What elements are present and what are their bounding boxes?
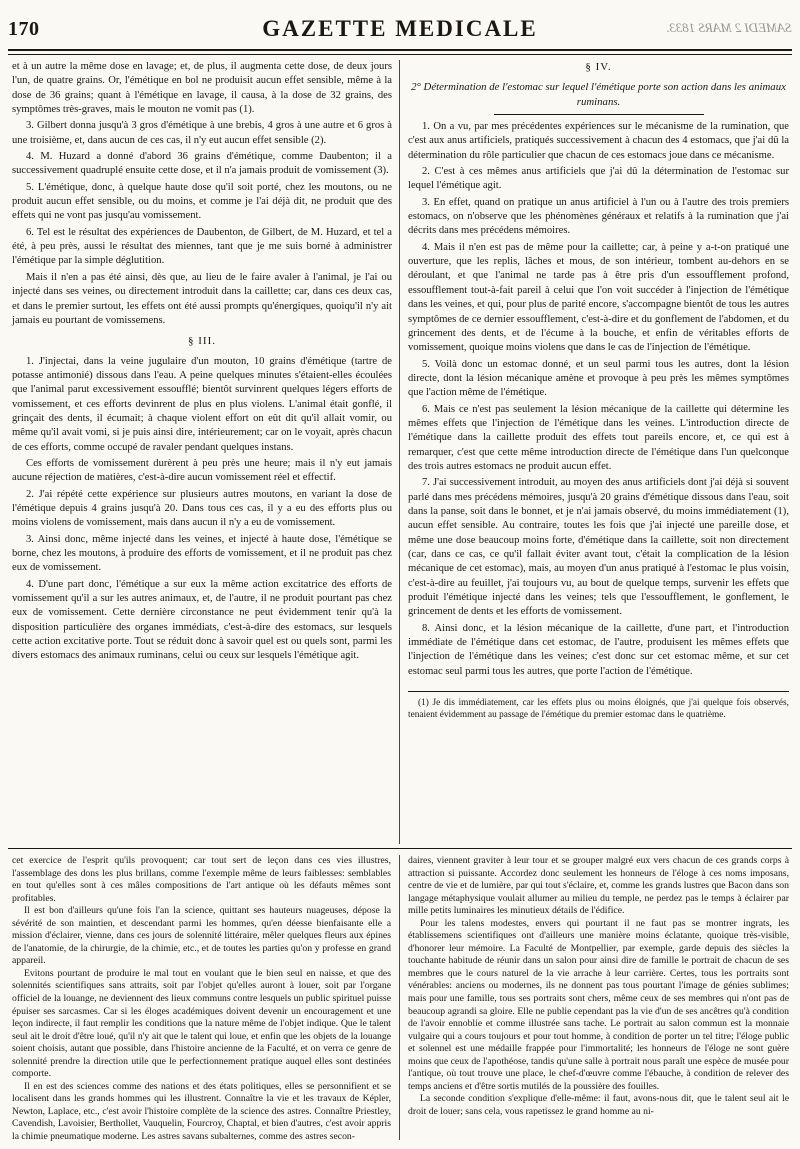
paragraph-r4: 4. Mais il n'en est pas de même pour la caillette; car, à peine y a-t-on pratiqué une ouverture, que les replis, lâches et mous, de son intérieur, tombent au-dehors en se déroulant, et que l'animal ne tarde pas à être pris d'un essoufflement profond, essoufflement tout-à-fait pareil à celui que l'on voit succéder à l'injection de l'émétique dans les veines, et qui, pour plus de parité encore, s'accompagne bientôt de tous les autres symptômes de ce dernier essoufflement, c'est-à-dire et du gonflement de l'abdomen, et du grincement des dents, et de l'écume à la bouche, et enfin de véritables efforts de vomissement, quoique moins violens que dans le cas de l'injection de l'émétique. (408, 241, 789, 354)
footnote-text: (1) Je dis immédiatement, car les effets plus ou moins éloignés, que j'ai quelque fois observés, tenaient évidemment au passage de l'émétique du premier estomac dans le quatrième. (408, 698, 789, 721)
paragraph-s3: 3. Ainsi donc, même injecté dans les veines, et injecté à haute dose, l'émétique se borne, chez les moutons, à produire des efforts de vomissement, et il ne produit pas chez eux de vomissement. (12, 533, 392, 574)
feuilleton-separator (399, 855, 400, 1140)
paragraph-r5: 5. Voilà donc un estomac donné, et un seul parmi tous les autres, dont la lésion directe, dont la lésion mécanique amène et provoque à peu près les mêmes symptômes que l'action même de l'émétique. (408, 358, 789, 399)
column-separator (399, 60, 400, 844)
page-header (0, 14, 800, 44)
feuilleton-rule (8, 848, 792, 849)
paragraph-6: 6. Tel est le résultat des expériences de Daubenton, de Gilbert, de M. Huzard, et tel a été, à peu près, aussi le résultat des miennes, tant que je me suis borné à administrer l'émétique par la simple déglutition. (12, 226, 392, 267)
header-rule-thick (8, 49, 792, 51)
section-heading-iv: § IV. (585, 61, 612, 73)
section-subtitle: 2° Détermination de l'estomac sur lequel l'émétique porte son action dans les animaux ruminans. (411, 81, 786, 108)
paragraph-r3: 3. En effet, quand on pratique un anus artificiel à l'un ou à l'autre des trois premiers estomacs, on n'observe que les phénomènes généraux et relatifs à la rumination que j'ai décrits dans mes précédens mémoires. (408, 196, 789, 237)
footnote (408, 691, 789, 721)
paragraph-3: 3. Gilbert donna jusqu'à 3 gros d'émétique à une brebis, 4 gros à une autre et 6 gros à une troisième, et, dans aucun de ces cas, il n'y eut aucun effet sensible (2). (12, 120, 392, 146)
paragraph-r8: 8. Ainsi donc, et la lésion mécanique de la caillette, d'une part, et l'introduction immédiate de l'émétique dans cet estomac, de l'autre, produisent les mêmes effets que l'injection de l'émétique dans les veines; c'est donc sur cet estomac même, et sur cet estomac seul parmi tous les autres, que porte l'action de l'émétique. (408, 622, 789, 677)
journal-title: GAZETTE MEDICALE (262, 16, 538, 41)
right-column (408, 60, 789, 721)
paragraph-7: Mais il n'en a pas été ainsi, dès que, au lieu de le faire avaler à l'animal, je l'ai ou injecté dans ses veines, ou directement introduit dans la caillette; car, dans ces deux cas, et dans le premier surtout, les effets ont été aussi prompts qu'énergiques, quoiqu'il n'y ait jamais eu pourtant de vomissemens. (12, 271, 392, 326)
feuilleton-paragraph-2: Il est bon d'ailleurs qu'une fois l'an la science, quittant ses hauteurs nuageuses, dépose la sévérité de son maintien, et descendant parmi les hommes, qu'en déesse bienfaisante elle a mission d'éclairer, vienne, dans ces jours de solennité littéraire, mêler quelques fleurs aux épines de l'anatomie, de la chirurgie, de la chimie, etc., et de toutes les parties qu'on y professe en grand appareil. (12, 905, 391, 967)
feuilleton-paragraph-6: Pour les talens modestes, envers qui pourtant il ne faut pas se montrer ingrats, les établissemens scientifiques ont d'ailleurs une manière moins éclatante, quoique très-visible, d'honorer leur mémoire. La Faculté de Montpellier, par exemple, garde depuis des siècles la touchante habitude de réunir dans un salon pour ainsi dire de famille le portrait de chacun de ses membres que le cours naturel de la vie arrache à leur carrière. Certes, tous les portraits sont vénérables: anciens ou modernes, ils ne donnent pas tous pourtant l'image de génies sublimes; mais pour une famille, tous ses portraits sont chers, même ceux de ses membres qui n'ont pas de beaucoup agrandi sa gloire. Elle ne publie cependant pas la vie d'un de ses ancêtres qu'à condition de l'avoir ennoblie et comme illustrée sans tache. Le portrait au salon commun est la monnaie vulgaire qui a cours toujours et pour tout homme, à condition de porter un tel titre; l'éloge public et solennel est une médaille frappée pour l'immortalité; les honneurs de l'éloge ne sont guère moins que ceux de l'apothéose, tandis qu'une salle à portrait nous paraît une espèce de musée pour l'antique, où tout trouve une place, le chef-d'œuvre comme l'ébauche, à condition de relever des temps anciens et d'être sortis mutilés de la poussière des fouilles. (408, 917, 789, 1092)
paragraph-r7: 7. J'ai successivement introduit, au moyen des anus artificiels dont j'ai déjà si souvent parlé dans mes précédens mémoires, jusqu'à 20 grains d'émétique dissous dans l'eau, soit dans la panse, soit dans le bonnet, et je n'ai jamais observé, du moins immédiatement (1), aucun effet sensible. Au contraire, toutes les fois que j'ai injecté une pareille dose, et même une dose beaucoup moins forte, d'émétique dans la caillette, soit non directement (car, dans ce cas, ce qu'il fallait éviter avant tout, c'était la complication de la lésion mécanique de cet estomac), mais, au moyen d'un anus pratiqué à l'estomac le plus voisin, c'est-à-dire au feuillet, j'ai toujours vu, au bout de quelque temps, survenir les effets que produit l'émétique injecté dans les veines; tels que l'essoufflement, le gonflement, le grincement de dents et les efforts de vomissement. (408, 477, 789, 618)
paragraph-r1: 1. On a vu, par mes précédentes expériences sur le mécanisme de la rumination, que c'est aux anus artificiels, pratiqués successivement à chacun des 4 estomacs, que j'ai dû la détermination du rôle particulier que chacun de ces estomacs joue dans ce mécanisme. (408, 121, 789, 161)
paragraph-s1b: Ces efforts de vomissement durèrent à peu près une heure; mais il n'y eut jamais aucune réjection de matières, c'est-à-dire aucun vomissement réel et effectif. (12, 457, 392, 484)
bleed-through-text: SAMEDI 2 MARS 1833. (666, 20, 792, 35)
feuilleton-paragraph-3: Evitons pourtant de produire le mal tout en voulant que le bien seul en naisse, et que des solennités scientifiques sans attraits, soit par l'objet qu'elles auront à louer, soit par l'organe officiel de la louange, ne deviennent des lieux communs contre lesquels un public spirituel puisse épuiser ses sarcasmes. Car si les éloges académiques doivent devenir un encouragement et une leçon indirecte, il faut remplir les conditions que la nature même de l'objet indique. Que le talent seul ait le droit d'être loué, qu'il n'y ait que le talent qui loue, et enfin que les objets de la louange soient choisis, autant que possible, dans l'histoire ancienne de la Faculté, et on verra ce genre de solennité prendre la direction utile que le perfectionnement pratique auquel elles sont destinées comporte. (12, 967, 391, 1080)
feuilleton-left-column (12, 855, 391, 1144)
paragraph-continued: et à un autre la même dose en lavage; et, de plus, il augmenta cette dose, de deux jours l'un, de quatre grains. Or, l'émétique en bol ne produisit aucun effet sensible, même à la dose de 36 grains; quant à l'émétique en lavage, il causa, à la dose de 32 grains, des symptômes très-graves, mais le mouton ne vomit pas (1). (12, 61, 392, 116)
feuilleton-paragraph-4: Il en est des sciences comme des nations et des états politiques, elles se personnifient et se localisent dans les grands hommes qui les illustrent. Connaître la vie et les travaux de Képler, Newton, Laplace, etc., c'est avoir l'histoire complète de la science des astres. Connaître Priestley, Cavendish, Lavoisier, Berthollet, Vauquelin, Fourcroy, Chaptal, et bien d'autres, c'est avoir appris la chimie pneumatique moderne. Les astres savans subalternes, comme des astres secon- (12, 1080, 391, 1143)
left-column (12, 60, 392, 664)
paragraph-s1: 1. J'injectai, dans la veine jugulaire d'un mouton, 10 grains d'émétique (tartre de potasse antimonié) dissous dans l'eau. A peine quelques minutes s'étaient-elles écoulées que l'animal parut excessivement essoufflé; bientôt survinrent quelques légers efforts de vomissement, et ces efforts devinrent de plus en plus violens. L'animal était gonflé, il grinçait des dents, il écumait; à chaque violent effort on eût dit qu'il allait vomir, ou même qu'il avait vomi, si je puis ainsi dire, intérieurement; car on le voyait, après chacun de ces efforts, comme occupé de ravaler pendant quelques instans. (12, 355, 392, 453)
paragraph-4: 4. M. Huzard a donné d'abord 36 grains d'émétique, comme Daubenton; il a successivement quadruplé ensuite cette dose, et il n'a jamais produit de vomissement (3). (12, 151, 392, 177)
paragraph-s4: 4. D'une part donc, l'émétique a sur eux la même action excitatrice des efforts de vomissement qu'il a sur les autres animaux, et, de l'autre, il ne produit pourtant pas chez eux de vomissement. Cette dernière circonstance ne peut évidemment tenir qu'à la disposition particulière des organes immédiats, c'est-à-dire des estomacs, sur lesquels cette action excitative porte. Tout se réduit donc à savoir quel est ou quels sont, parmi les divers estomacs des animaux ruminans, celui ou ceux sur lesquels l'émétique agit. (12, 578, 392, 662)
subtitle-rule (494, 114, 704, 115)
feuilleton-paragraph-1: cet exercice de l'esprit qu'ils provoquent; car tout sert de leçon dans ces vies illustres, l'assemblage des dons les plus brillans, comme l'exemple même de leurs faiblesses: semblables en tout qu'elles sont à ces mâles compositions de l'art antique où les défauts mêmes sont profitables. (12, 855, 391, 904)
page-number: 170 (8, 18, 40, 40)
header-rule-thin (8, 54, 792, 55)
feuilleton-right-column (408, 855, 789, 1118)
feuilleton-paragraph-5: daires, viennent graviter à leur tour et se grouper malgré eux vers chacun de ces grands corps à attraction si puissante. Accordez donc seulement les honneurs de l'éloge à ces noms imposans, centre de vie et de lumière, par qui tout s'éclaire, et, comme les grands lustres que Bacon dans son langage métaphysique voulait allumer au milieu du temple, ne perdez pas le temps à éclairer par mille petits luminaires les minutieux détails de l'édifice. (408, 855, 789, 917)
paragraph-r2: 2. C'est à ces mêmes anus artificiels que j'ai dû la détermination de l'estomac sur lequel l'émétique agit. (408, 166, 789, 192)
feuilleton-paragraph-7: La seconde condition s'explique d'elle-même: il faut, avons-nous dit, que le talent seul ait le droit de louer; sans cela, vous rapetissez le grand homme au ni- (408, 1093, 789, 1117)
paragraph-s2: 2. J'ai répété cette expérience sur plusieurs autres moutons, en variant la dose de l'émétique depuis 4 grains jusqu'à 20. Dans tous ces cas, il y a eu des efforts plus ou moins violens de vomissement, mais dans aucun il n'y a eu de vomissement. (12, 488, 392, 529)
paragraph-r6: 6. Mais ce n'est pas seulement la lésion mécanique de la caillette qui détermine les mêmes effets que l'injection de l'émétique dans les veines. L'introduction directe de l'émétique dans la caillette produit des effets tout pareils encore, et, ce qui est à remarquer, c'est que cette même introduction directe de l'émétique dans l'un quelconque des trois autres estomacs ne produit aucun effet. (408, 403, 789, 472)
section-heading-iii: § III. (188, 335, 216, 348)
paragraph-5: 5. L'émétique, donc, à quelque haute dose qu'il soit porté, chez les moutons, ou ne produit aucun effet sensible, ou du moins, et comme je l'ai déjà dit, ne produit que des effets qui ne vont pas jusqu'au vomissement. (12, 181, 392, 222)
